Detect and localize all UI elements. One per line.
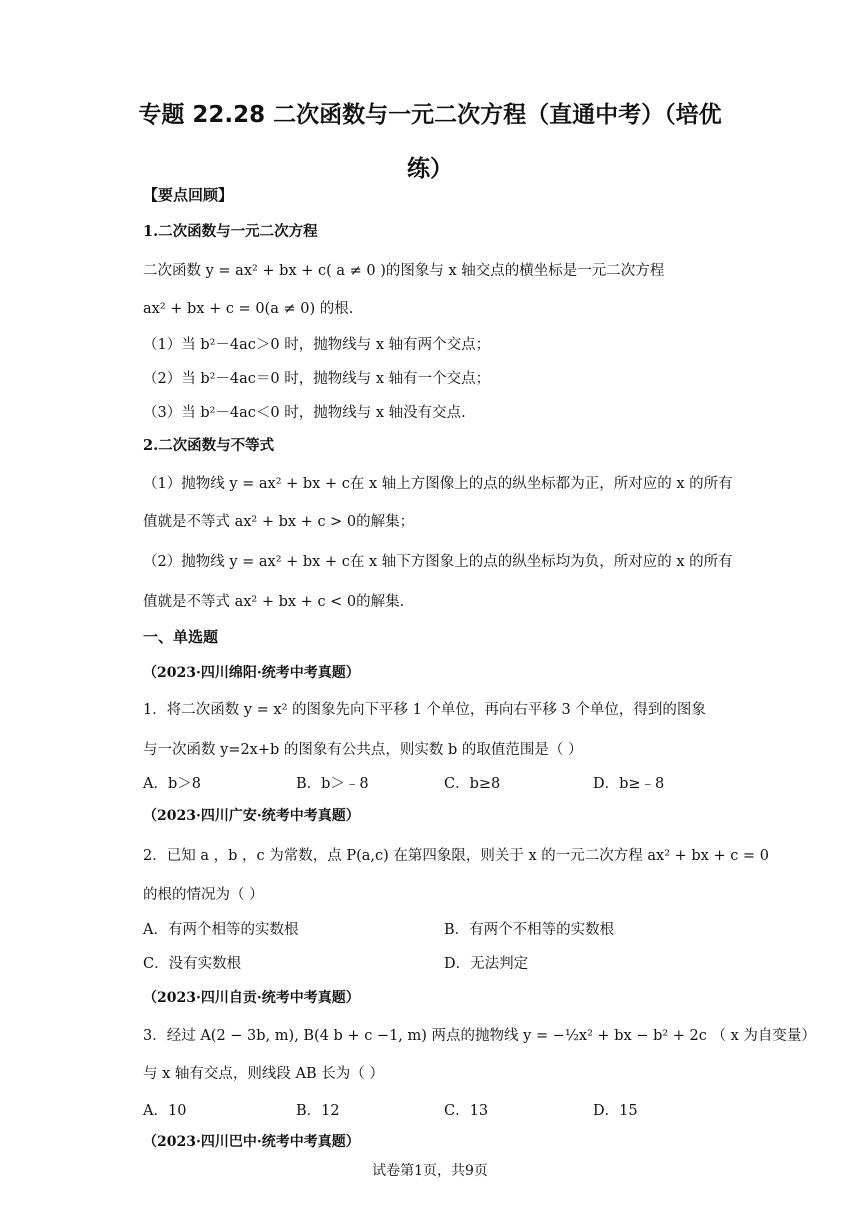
question-1-source: （2023·四川绵阳·统考中考真题） xyxy=(143,665,360,681)
s1-paragraph-line-1: 二次函数 y = ax² + bx + c( a ≠ 0 )的图象与 x 轴交点的横坐标是一元二次方程 xyxy=(143,263,665,279)
question-3-line-1: 3．经过 A(2 − 3b, m), B(4 b + c −1, m) 两点的抛物线 y = −½x² + bx − b² + 2c （ x 为自变量） xyxy=(143,1028,816,1044)
question-4-source: （2023·四川巴中·统考中考真题） xyxy=(143,1134,360,1150)
question-1-option-b: B．b＞﹣8 xyxy=(296,776,369,792)
s1-item-2: （2）当 b²－4ac＝0 时，抛物线与 x 轴有一个交点； xyxy=(143,371,491,387)
question-3-option-b: B．12 xyxy=(296,1103,340,1119)
s2-item-2-line-1: （2）抛物线 y = ax² + bx + c在 x 轴下方图象上的点的纵坐标均为负，所对应的 x 的所有 xyxy=(143,554,733,570)
section-heading: 一、单选题 xyxy=(143,628,219,646)
question-2-source: （2023·四川广安·统考中考真题） xyxy=(143,808,360,824)
page-title xyxy=(130,88,730,196)
question-1-line-1: 1．将二次函数 y = x² 的图象先向下平移 1 个单位，再向右平移 3 个单位，得到的图象 xyxy=(143,702,706,718)
section-1-title: 1.二次函数与一元二次方程 xyxy=(143,223,318,240)
question-3-option-d: D．15 xyxy=(593,1103,638,1119)
review-heading: 【要点回顾】 xyxy=(143,186,234,204)
s2-item-1-line-2: 值就是不等式 ax² + bx + c > 0的解集； xyxy=(143,514,415,530)
question-3-option-c: C．13 xyxy=(444,1103,489,1119)
question-2-line-2: 的根的情况为（ ） xyxy=(143,887,264,903)
s1-paragraph-line-2: ax² + bx + c = 0(a ≠ 0) 的根. xyxy=(143,301,354,317)
question-3-source: （2023·四川自贡·统考中考真题） xyxy=(143,990,360,1006)
page-footer: 试卷第1页，共9页 xyxy=(372,1163,488,1179)
question-2-option-a: A．有两个相等的实数根 xyxy=(143,922,299,938)
question-3-option-a: A．10 xyxy=(143,1103,187,1119)
title-line-2: 练） xyxy=(407,156,453,182)
question-2-option-c: C．没有实数根 xyxy=(143,956,242,972)
s1-item-1: （1）当 b²－4ac＞0 时，抛物线与 x 轴有两个交点； xyxy=(143,337,491,353)
question-1-option-d: D．b≥﹣8 xyxy=(593,776,665,792)
question-1-option-c: C．b≥8 xyxy=(444,776,501,792)
question-1-option-a: A．b＞8 xyxy=(143,776,201,792)
s1-item-3: （3）当 b²－4ac＜0 时，抛物线与 x 轴没有交点. xyxy=(143,405,466,421)
question-2-option-b: B．有两个不相等的实数根 xyxy=(444,922,615,938)
title-line-1: 专题 22.28 二次函数与一元二次方程（直通中考）（培优 xyxy=(138,102,722,128)
question-1-line-2: 与一次函数 y=2x+b 的图象有公共点，则实数 b 的取值范围是（ ） xyxy=(143,742,583,758)
question-2-line-1: 2．已知 a ，b ，c 为常数，点 P(a,c) 在第四象限，则关于 x 的一元二次方程 ax² + bx + c = 0 xyxy=(143,848,769,864)
question-2-option-d: D．无法判定 xyxy=(444,956,529,972)
s2-item-2-line-2: 值就是不等式 ax² + bx + c < 0的解集. xyxy=(143,594,405,610)
question-3-line-2: 与 x 轴有交点，则线段 AB 长为（ ） xyxy=(143,1066,384,1082)
section-2-title: 2.二次函数与不等式 xyxy=(143,437,275,454)
s2-item-1-line-1: （1）抛物线 y = ax² + bx + c在 x 轴上方图像上的点的纵坐标都为正，所对应的 x 的所有 xyxy=(143,476,733,492)
